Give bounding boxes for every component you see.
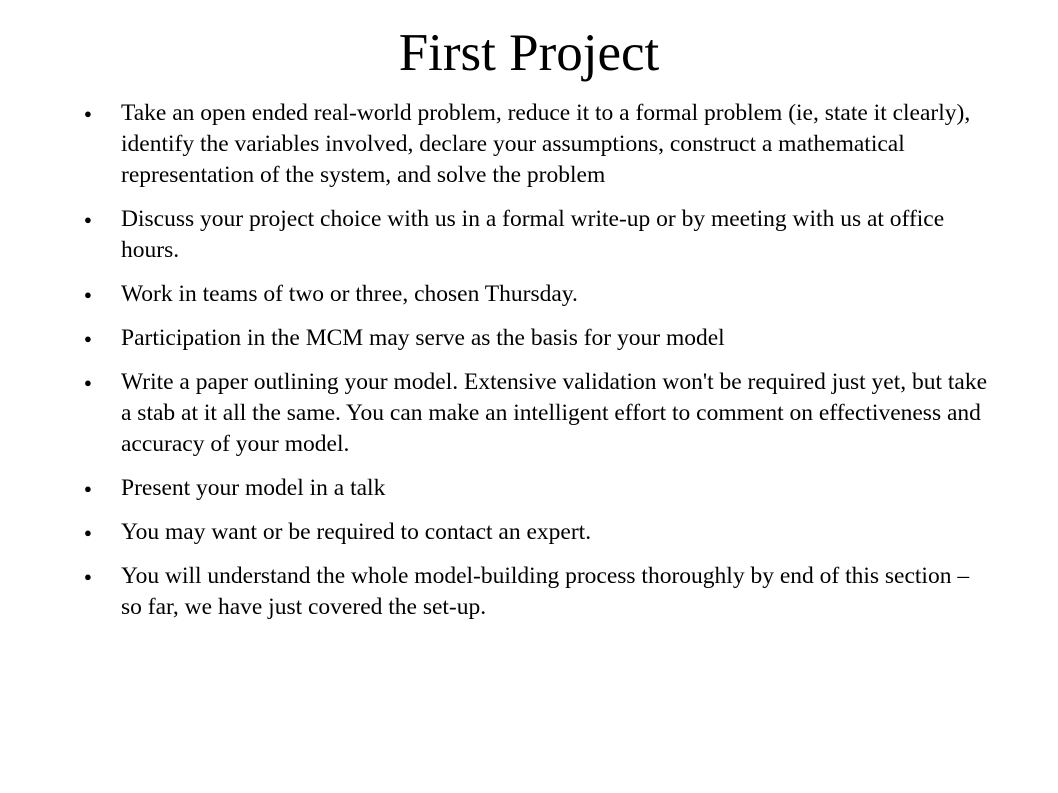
bullet-dot-icon: ●: [84, 569, 92, 584]
bullet-item-6: [0, 473, 1058, 504]
bullet-dot-icon: ●: [84, 331, 92, 346]
bullet-item-7: [0, 517, 1058, 548]
bullet-item-3: [0, 279, 1058, 310]
bullet-text-1: Take an open ended real-world problem, reduce it to a formal problem (ie, state it clearly), identify the variables involved, declare your assumptions, construct a mathematical representation of the system, and solve the problem: [121, 100, 971, 188]
bullet-text-2: Discuss your project choice with us in a formal write-up or by meeting with us at office hours.: [121, 206, 945, 263]
bullet-dot-icon: ●: [84, 481, 92, 496]
bullet-item-4: [0, 323, 1058, 354]
bullet-text-7: You may want or be required to contact an expert.: [121, 519, 592, 545]
bullet-dot-icon: ●: [84, 525, 92, 540]
bullet-text-3: Work in teams of two or three, chosen Thursday.: [121, 281, 578, 307]
bullet-list: [0, 98, 1058, 636]
bullet-dot-icon: ●: [84, 375, 92, 390]
bullet-text-5: Write a paper outlining your model. Extensive validation won't be required just yet, but take a stab at it all the same. You can make an intelligent effort to comment on effectiveness and accuracy of your model.: [121, 369, 988, 457]
bullet-item-2: [0, 204, 1058, 266]
bullet-dot-icon: ●: [84, 212, 92, 227]
bullet-text-4: Participation in the MCM may serve as the basis for your model: [121, 325, 725, 351]
bullet-item-1: [0, 98, 1058, 191]
slide-title: First Project: [398, 24, 660, 82]
bullet-text-8: You will understand the whole model-building process thoroughly by end of this section – so far, we have just covered the set-up.: [121, 563, 970, 620]
bullet-dot-icon: ●: [84, 287, 92, 302]
bullet-item-8: [0, 561, 1058, 623]
bullet-item-5: [0, 367, 1058, 460]
bullet-text-6: Present your model in a talk: [121, 475, 386, 501]
bullet-dot-icon: ●: [84, 106, 92, 121]
